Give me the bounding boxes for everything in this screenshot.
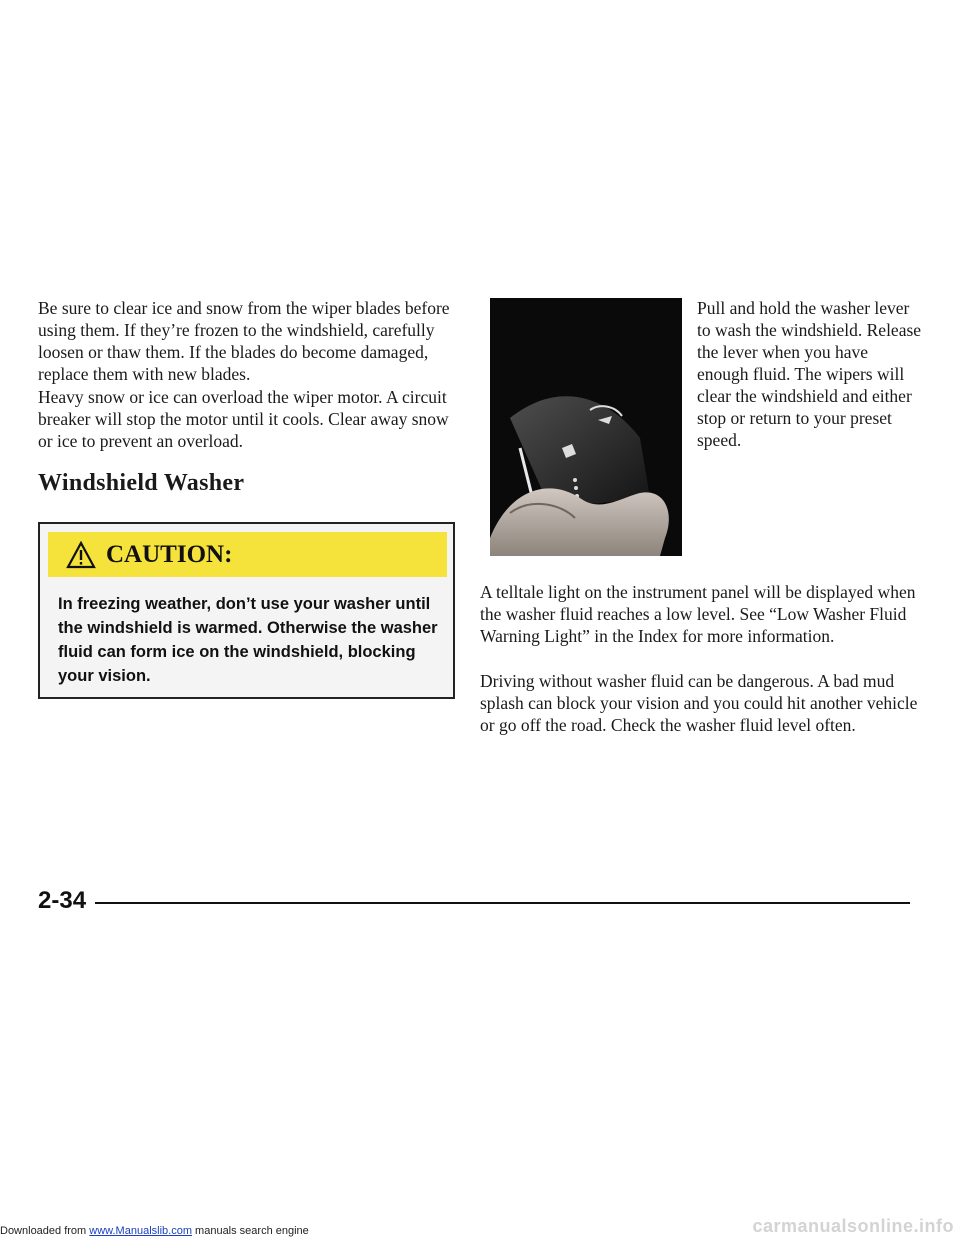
footer-suffix: manuals search engine (195, 1225, 309, 1237)
warning-triangle-icon (66, 541, 96, 569)
washer-lever-photo (490, 298, 682, 556)
manualslib-link[interactable]: www.Manualslib.com (89, 1225, 192, 1237)
caution-box (38, 522, 455, 699)
caution-header (48, 532, 447, 577)
wiper-ice-paragraph: Be sure to clear ice and snow from the wiper blades before using them. If they’re frozen to the windshield, carefully loosen or thaw them. If the blades do become damaged, replace them with new blades. (38, 298, 450, 384)
footer-rule (95, 902, 910, 904)
wiper-overload-paragraph: Heavy snow or ice can overload the wiper motor. A circuit breaker will stop the motor until it cools. Clear away snow or ice to prevent an overload. (38, 387, 449, 451)
section-heading: Windshield Washer (38, 470, 245, 496)
washer-instructions-paragraph: Pull and hold the washer lever to wash the windshield. Release the lever when you have enough fluid. The wipers will clear the windshield and either stop or return to your preset speed. (697, 298, 922, 450)
download-footer (0, 1225, 700, 1237)
caution-label: CAUTION: (106, 540, 233, 568)
site-watermark: carmanualsonline.info (752, 1216, 954, 1236)
footer-prefix: Downloaded from (0, 1225, 87, 1237)
washer-fluid-warning-paragraph: Driving without washer fluid can be dangerous. A bad mud splash can block your vision and you could hit another vehicle or go off the road. Check the washer fluid level often. (480, 671, 918, 735)
page-number: 2-34 (38, 887, 87, 914)
telltale-light-paragraph: A telltale light on the instrument panel will be displayed when the washer fluid reaches a low level. See “Low Washer Fluid Warning Light” in the Index for more information. (480, 582, 916, 646)
caution-text: In freezing weather, don’t use your washer until the windshield is warmed. Otherwise the washer fluid can form ice on the windshield, blocking your vision. (58, 595, 438, 685)
